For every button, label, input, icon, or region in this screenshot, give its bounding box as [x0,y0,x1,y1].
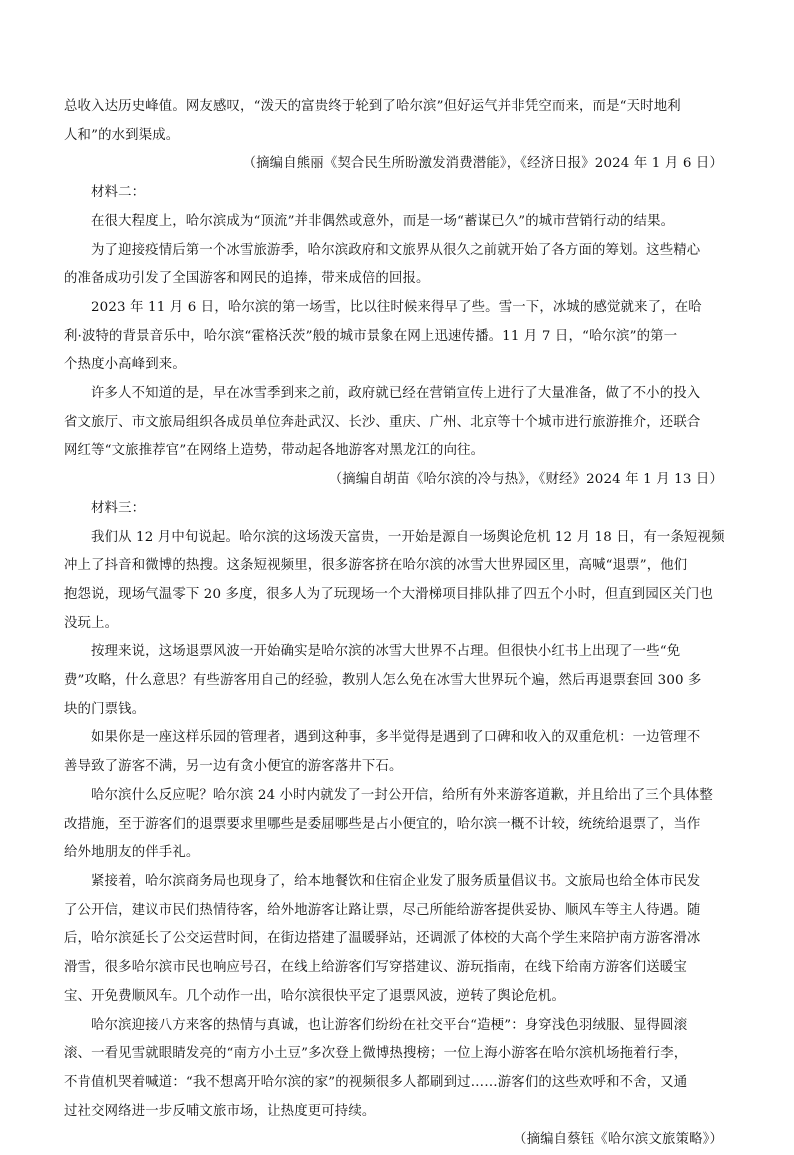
text-line: 为了迎接疫情后第一个冰雪旅游季，哈尔滨政府和文旅界从很久之前就开始了各方面的筹划。这些精心 [91,242,701,258]
text-line: 哈尔滨迎接八方来客的热情与真诚，也让游客们纷纷在社交平台“造梗”：身穿浅色羽绒服、显得圆滚 [91,1017,688,1033]
text-line: 过社交网络进一步反哺文旅市场，让热度更可持续。 [64,1103,376,1119]
text-line: 给外地朋友的伴手礼。 [64,845,200,861]
text-line: 人和”的水到渠成。 [64,127,180,143]
text-line: 善导致了游客不满，另一边有贪小便宜的游客落井下石。 [64,759,403,775]
text-line: 不肯值机哭着喊道：“我不想离开哈尔滨的家”的视频很多人都刷到过……游客们的这些欢呼和不舍，又通 [64,1074,688,1090]
text-line: 利·波特的背景音乐中，哈尔滨“霍格沃茨”般的城市景象在网上迅速传播。11 月 7 日，“哈尔滨”的第一 [64,328,678,344]
text-line: 2023 年 11 月 6 日，哈尔滨的第一场雪，比以往时候来得早了些。雪一下，冰城的感觉就来了，在哈 [91,299,702,315]
text-line: 没玩上。 [64,615,119,631]
text-line: 的准备成功引发了全国游客和网民的追捧，带来成倍的回报。 [64,271,430,287]
text-line: 块的门票钱。 [64,701,146,717]
text-line: 个热度小高峰到来。 [64,357,186,373]
text-line: 费”攻略，什么意思？有些游客用自己的经验，教别人怎么免在冰雪大世界玩个遍，然后再退票套回 300 多 [64,673,702,689]
document-page [64,93,730,1155]
text-line: 改措施，至于游客们的退票要求里哪些是委屈哪些是占小便宜的，哈尔滨一概不计较，统统给退票了，当作 [64,816,701,832]
source-citation: （摘编自蔡钰《哈尔滨文旅策略》） [513,1132,723,1148]
section-heading: 材料三： [91,500,146,516]
text-line: 滚、一看见雪就眼睛发亮的“南方小土豆”多次登上微博热搜榜；一位上海小游客在哈尔滨机场拖着行李， [64,1046,688,1062]
text-line: 宝、开免费顺风车。几个动作一出，哈尔滨很快平定了退票风波，逆转了舆论危机。 [64,988,566,1004]
text-line: 许多人不知道的是，早在冰雪季到来之前，政府就已经在营销宣传上进行了大量准备，做了不小的投入 [91,386,701,402]
text-line: 冲上了抖音和微博的热搜。这条短视频里，很多游客挤在哈尔滨的冰雪大世界园区里，高喊“退票”，他们 [64,558,688,574]
source-citation: （摘编自胡苗《哈尔滨的冷与热》，《财经》2024 年 1 月 13 日） [328,472,723,488]
text-line: 紧接着，哈尔滨商务局也现身了，给本地餐饮和住宿企业发了服务质量倡议书。文旅局也给全体市民发 [91,873,701,889]
text-line: 按理来说，这场退票风波一开始确实是哈尔滨的冰雪大世界不占理。但很快小红书上出现了一些“免 [91,644,681,660]
text-line: 了公开信，建议市民们热情待客，给外地游客让路让票，尽己所能给游客提供妥协、顺风车等主人待遇。随 [64,902,701,918]
text-line: 后，哈尔滨延长了公交运营时间，在街边搭建了温暖驿站，还调派了体校的大高个学生来陪护南方游客滑冰 [64,931,701,947]
text-line: 总收入达历史峰值。网友感叹，“泼天的富贵终于轮到了哈尔滨”但好运气并非凭空而来，而是“天时地利 [64,99,681,114]
text-line: 抱怨说，现场气温零下 20 多度，很多人为了玩现场一个大滑梯项目排队排了四五个小时，但直到园区关门也 [64,586,714,602]
text-line: 哈尔滨什么反应呢？哈尔滨 24 小时内就发了一封公开信，给所有外来游客道歉，并且给出了三个具体整 [91,787,713,803]
text-line: 如果你是一座这样乐园的管理者，遇到这种事，多半觉得是遇到了口碑和收入的双重危机：一边管理不 [91,730,701,746]
section-heading: 材料二： [91,185,146,201]
source-citation: （摘编自熊丽《契合民生所盼激发消费潜能》，《经济日报》2024 年 1 月 6 日） [242,156,723,172]
text-line: 在很大程度上，哈尔滨成为“顶流”并非偶然或意外，而是一场“蓄谋已久”的城市营销行动的结果。 [91,213,675,229]
text-line: 网红等“文旅推荐官”在网络上造势，带动起各地游客对黑龙江的向往。 [64,443,485,459]
text-line: 滑雪，很多哈尔滨市民也响应号召，在线上给游客们写穿搭建议、游玩指南，在线下给南方游客们送暖宝 [64,960,687,976]
text-line: 省文旅厅、市文旅局组织各成员单位奔赴武汉、长沙、重庆、广州、北京等十个城市进行旅游推介，还联合 [64,414,701,430]
text-line: 我们从 12 月中旬说起。哈尔滨的这场泼天富贵，一开始是源自一场舆论危机 12 月 18 日，有一条短视频 [91,529,725,545]
